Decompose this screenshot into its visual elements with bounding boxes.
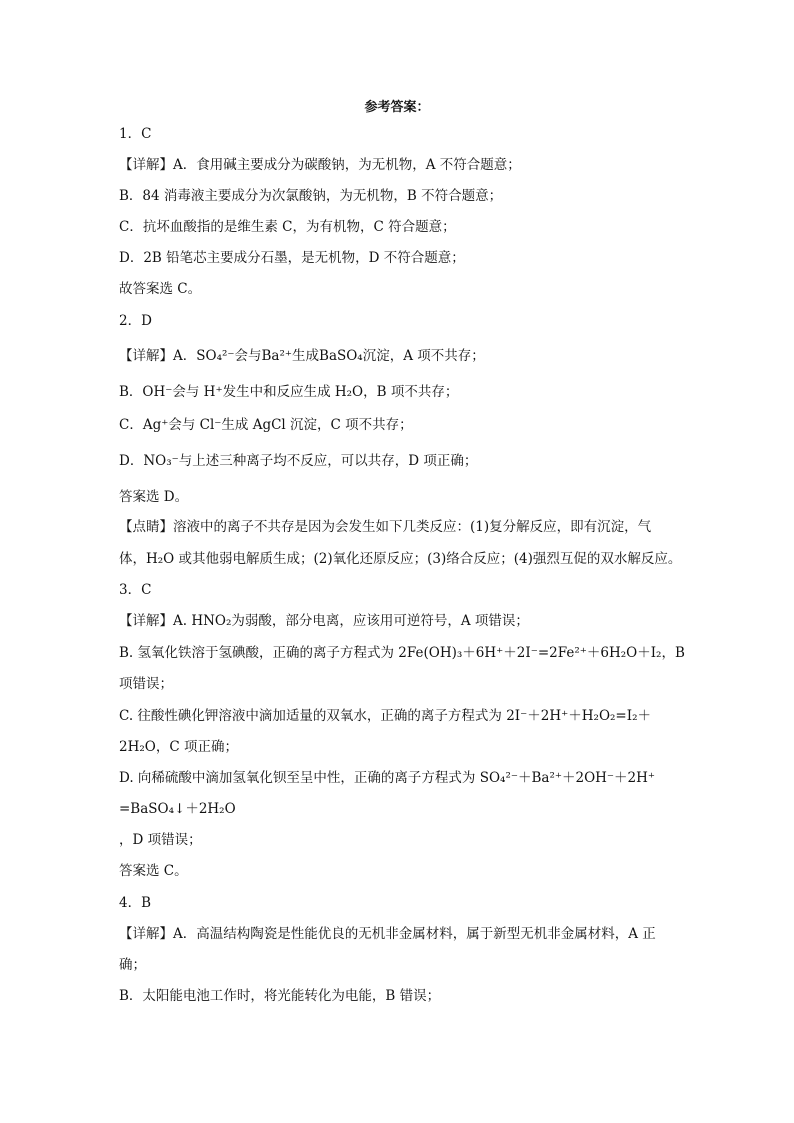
- q2-explain-a: 【详解】A．SO₄²⁻会与Ba²⁺生成BaSO₄沉淀，A 项不共存；: [119, 348, 485, 364]
- q3-explain-c-line2: 2H₂O，C 项正确；: [119, 739, 238, 755]
- q3-explain-b-line2: 项错误；: [119, 676, 173, 692]
- page-title: 参考答案：: [364, 100, 430, 115]
- q1-explain-b: B．84 消毒液主要成分为次氯酸钠，为无机物，B 不符合题意；: [119, 188, 503, 204]
- q4-explain-a-line1: 【详解】A．高温结构陶瓷是性能优良的无机非金属材料，属于新型无机非金属材料，A 正: [119, 926, 656, 942]
- q2-note-line2: 体，H₂O 或其他弱电解质生成；(2)氧化还原反应；(3)络合反应；(4)强烈互促的双水解反应。: [119, 551, 682, 567]
- q3-explain-d-line3: ，D 项错误；: [119, 832, 202, 848]
- q3-explain-d-line2: =BaSO₄↓＋2H₂O: [119, 801, 236, 817]
- q2-answer: 答案选 D。: [119, 489, 189, 505]
- q1-explain-c: C．抗坏血酸指的是维生素 C，为有机物，C 符合题意；: [119, 219, 456, 235]
- q4-explain-a-line2: 确；: [119, 957, 146, 973]
- q4-number: 4．B: [119, 895, 152, 911]
- q3-explain-a: 【详解】A. HNO₂为弱酸，部分电离，应该用可逆符号，A 项错误；: [119, 613, 529, 629]
- q3-explain-b-line1: B. 氢氧化铁溶于氢碘酸，正确的离子方程式为 2Fe(OH)₃＋6H⁺＋2I⁻=2Fe²⁺＋6H₂O＋I₂，B: [119, 645, 685, 661]
- q1-answer: 故答案选 C。: [119, 281, 202, 297]
- q2-explain-b: B．OH⁻会与 H⁺发生中和反应生成 H₂O，B 项不共存；: [119, 384, 459, 400]
- q3-explain-c-line1: C. 往酸性碘化钾溶液中滴加适量的双氧水，正确的离子方程式为 2I⁻＋2H⁺＋H₂O₂=I₂＋: [119, 708, 651, 724]
- q2-explain-c: C．Ag⁺会与 Cl⁻生成 AgCl 沉淀，C 项不共存；: [119, 417, 413, 433]
- q3-number: 3．C: [119, 582, 152, 598]
- q2-explain-d: D．NO₃⁻与上述三种离子均不反应，可以共存，D 项正确；: [119, 453, 478, 469]
- q2-number: 2．D: [119, 313, 152, 329]
- q2-note-line1: 【点睛】溶液中的离子不共存是因为会发生如下几类反应：(1)复分解反应，即有沉淀，气: [119, 519, 652, 535]
- q1-number: 1．C: [119, 126, 152, 142]
- q3-answer: 答案选 C。: [119, 863, 188, 879]
- q1-explain-a: 【详解】A．食用碱主要成分为碳酸钠，为无机物，A 不符合题意；: [119, 157, 521, 173]
- q4-explain-b: B．太阳能电池工作时，将光能转化为电能，B 错误；: [119, 988, 441, 1004]
- q3-explain-d-line1: D. 向稀硫酸中滴加氢氧化钡至呈中性，正确的离子方程式为 SO₄²⁻＋Ba²⁺＋2OH⁻＋2H⁺: [119, 770, 656, 786]
- q1-explain-d: D．2B 铅笔芯主要成分石墨，是无机物，D 不符合题意；: [119, 250, 465, 266]
